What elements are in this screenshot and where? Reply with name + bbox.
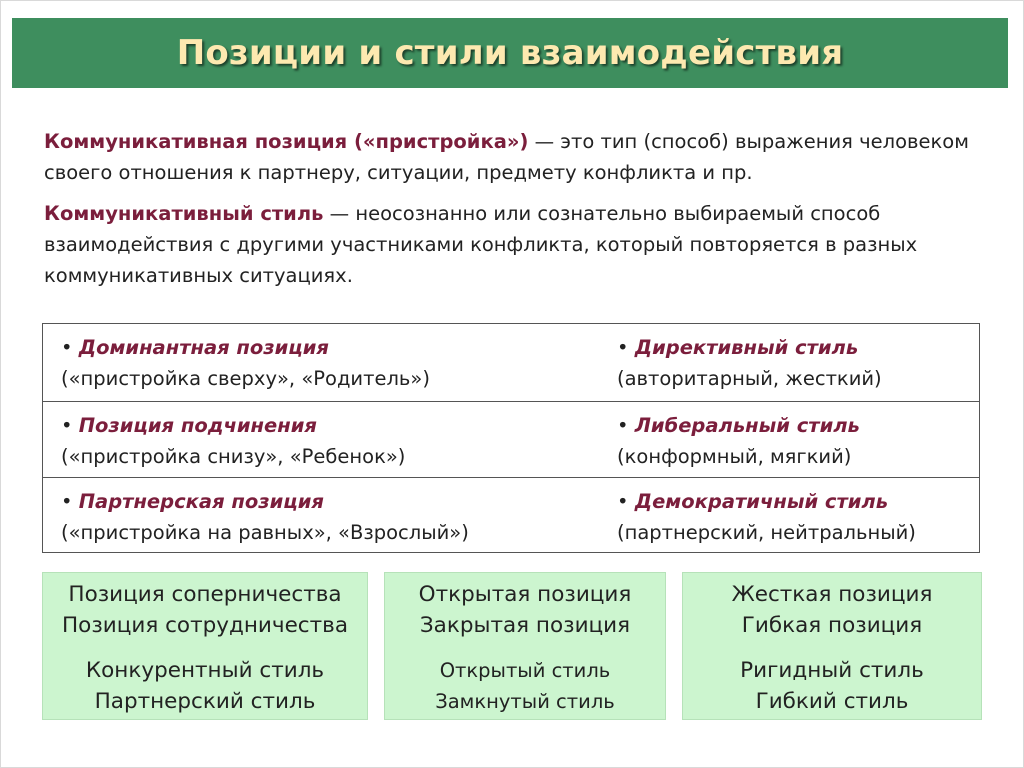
box-position-line: Открытая позиция xyxy=(418,582,632,607)
position-description: («пристройка на равных», «Взрослый») xyxy=(61,521,469,544)
position-cell xyxy=(61,486,469,548)
table-row xyxy=(43,324,979,400)
position-title: Позиция подчинения xyxy=(78,414,317,437)
position-description: («пристройка снизу», «Ребенок») xyxy=(61,445,406,468)
definition-position xyxy=(44,126,1004,188)
box-positions xyxy=(43,579,367,641)
box-styles xyxy=(43,655,367,717)
box-position-line: Закрытая позиция xyxy=(419,613,631,638)
style-description: (партнерский, нейтральный) xyxy=(617,521,916,544)
bullet-icon: • xyxy=(617,414,629,437)
position-cell xyxy=(61,410,405,472)
open-closed-box xyxy=(384,572,666,720)
style-title: Директивный стиль xyxy=(634,336,859,359)
style-title: Либеральный стиль xyxy=(634,414,860,437)
box-positions xyxy=(683,579,981,641)
slide-title: Позиции и стили взаимодействия xyxy=(176,33,844,73)
box-position-line: Жесткая позиция xyxy=(731,582,933,607)
style-cell xyxy=(617,410,860,472)
definition-text: — неосознанно или сознательно выбираемый способ взаимодействия с другими участниками конфликта, который повторяется в разных коммуникативных ситуациях. xyxy=(44,202,918,287)
definition-style xyxy=(44,198,1004,291)
bullet-icon: • xyxy=(617,490,629,513)
box-position-line: Гибкая позиция xyxy=(741,613,923,638)
rigid-flexible-box xyxy=(682,572,982,720)
position-cell xyxy=(61,332,430,394)
box-style-line: Гибкий стиль xyxy=(755,689,909,714)
box-style-line: Замкнутый стиль xyxy=(435,690,615,713)
box-styles xyxy=(683,655,981,717)
definition-text: — это тип (способ) выражения человеком своего отношения к партнеру, ситуации, предмету конфликта и пр. xyxy=(44,130,969,184)
position-title: Партнерская позиция xyxy=(78,490,324,513)
table-row xyxy=(43,401,979,477)
definition-term: Коммуникативный стиль xyxy=(44,202,324,225)
bullet-icon: • xyxy=(61,414,73,437)
positions-styles-table xyxy=(42,323,980,553)
definitions-section xyxy=(44,126,1004,301)
position-description: («пристройка сверху», «Родитель») xyxy=(61,367,430,390)
bullet-icon: • xyxy=(61,490,73,513)
bullet-icon: • xyxy=(617,336,629,359)
position-title: Доминантная позиция xyxy=(78,336,329,359)
box-style-line: Открытый стиль xyxy=(439,659,611,682)
table-row xyxy=(43,477,979,553)
style-title: Демократичный стиль xyxy=(634,490,889,513)
box-position-line: Позиция соперничества xyxy=(68,582,342,607)
bullet-icon: • xyxy=(61,336,73,359)
box-positions xyxy=(385,579,665,641)
style-description: (конформный, мягкий) xyxy=(617,445,852,468)
style-cell xyxy=(617,332,882,394)
style-description: (авторитарный, жесткий) xyxy=(617,367,882,390)
definition-term: Коммуникативная позиция («пристройка») xyxy=(44,130,529,153)
box-position-line: Позиция сотрудничества xyxy=(62,613,348,638)
box-style-line: Конкурентный стиль xyxy=(85,658,325,683)
competition-cooperation-box xyxy=(42,572,368,720)
box-style-line: Партнерский стиль xyxy=(94,689,316,714)
style-cell xyxy=(617,486,916,548)
box-styles xyxy=(385,655,665,717)
box-style-line: Ригидный стиль xyxy=(740,658,924,683)
title-bar xyxy=(12,18,1008,88)
